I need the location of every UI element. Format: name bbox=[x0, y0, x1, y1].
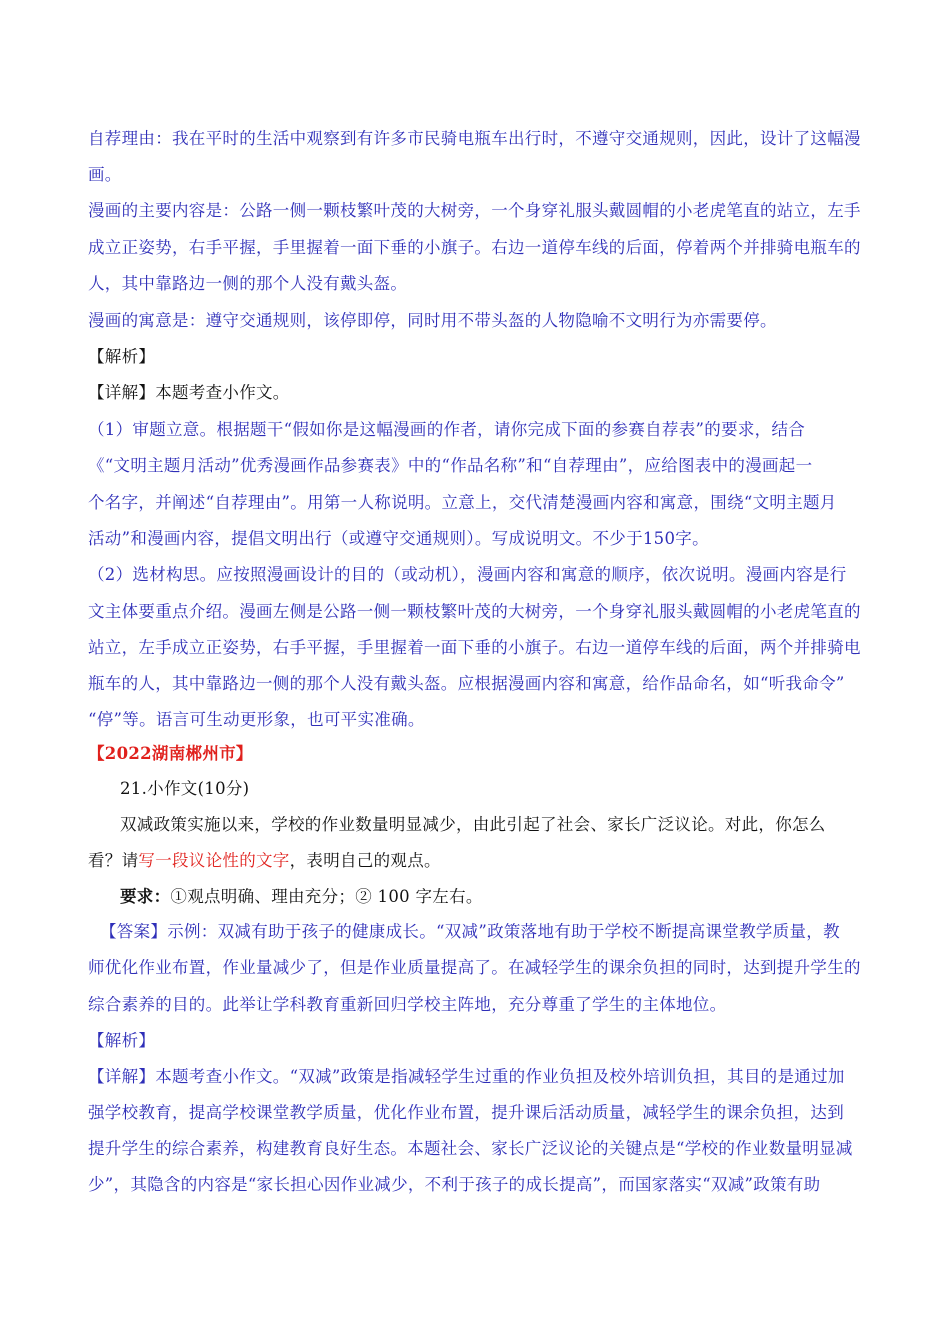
prompt-text-c: ，表明自己的观点。 bbox=[289, 851, 441, 870]
answer-line-3: 综合素养的目的。此举让学科教育重新回归学校主阵地，充分尊重了学生的主体地位。 bbox=[88, 995, 727, 1014]
analysis-label: 【解析】 bbox=[88, 347, 156, 366]
content-line-1: 漫画的主要内容是：公路一侧一颗枝繁叶茂的大树旁，一个身穿礼服头戴圆帽的小老虎笔直的站立，左手 bbox=[88, 201, 861, 220]
content-line-2: 成立正姿势，右手平握，手里握着一面下垂的小旗子。右边一道停车线的后面，停着两个并排骑电瓶车的 bbox=[88, 238, 861, 257]
requirement-line bbox=[120, 885, 910, 909]
p1-line-2: 《“文明主题月活动”优秀漫画作品参赛表》中的“作品名称”和“自荐理由”，应给图表中的漫画起一 bbox=[88, 456, 813, 475]
requirement-text: ①观点明确、理由充分；② 100 字左右。 bbox=[170, 887, 483, 906]
p2-line-2: 文主体要重点介绍。漫画左侧是公路一侧一颗枝繁叶茂的大树旁，一个身穿礼服头戴圆帽的小老虎笔直的 bbox=[88, 602, 861, 621]
prompt-text-a: 看？请 bbox=[88, 851, 139, 870]
detail-line: 【详解】本题考查小作文。 bbox=[88, 383, 290, 402]
p1-line-3: 个名字，并阐述“自荐理由”。用第一人称说明。立意上，交代清楚漫画内容和寓意，围绕“文明主题月 bbox=[88, 493, 837, 512]
p2-line-1: （2）选材构思。应按照漫画设计的目的（或动机），漫画内容和寓意的顺序，依次说明。漫画内容是行 bbox=[88, 565, 847, 584]
content-line-3: 人，其中靠路边一侧的那个人没有戴头盔。 bbox=[88, 274, 408, 293]
p1-line-1: （1）审题立意。根据题干“假如你是这幅漫画的作者，请你完成下面的参赛自荐表”的要求，结合 bbox=[88, 420, 806, 439]
detail2-line-1: 【详解】本题考查小作文。“双减”政策是指减轻学生过重的作业负担及校外培训负担，其目的是通过加 bbox=[88, 1067, 845, 1086]
answer-line-1: 【答案】示例：双减有助于孩子的健康成长。“双减”政策落地有助于学校不断提高课堂教学质量，教 bbox=[100, 922, 840, 941]
detail2-line-2: 强学校教育，提高学校课堂教学质量，优化作业布置，提升课后活动质量，减轻学生的课余负担，达到 bbox=[88, 1103, 844, 1122]
prompt-line-1: 双减政策实施以来，学校的作业数量明显减少，由此引起了社会、家长广泛议论。对此，你怎么 bbox=[120, 815, 826, 834]
prompt-line-2 bbox=[88, 849, 878, 873]
p2-line-5: “停”等。语言可生动更形象，也可平实准确。 bbox=[88, 710, 425, 729]
analysis-label-2: 【解析】 bbox=[88, 1031, 156, 1050]
p1-line-4: 活动”和漫画内容，提倡文明出行（或遵守交通规则）。写成说明文。不少于150字。 bbox=[88, 529, 709, 548]
answer-line-2: 师优化作业布置，作业量减少了，但是作业质量提高了。在减轻学生的课余负担的同时，达到提升学生的 bbox=[88, 958, 861, 977]
question-title: 21.小作文(10分) bbox=[120, 779, 250, 798]
requirement-label: 要求： bbox=[120, 887, 171, 906]
detail2-line-4: 少”，其隐含的内容是“家长担心因作业减少，不利于孩子的成长提高”，而国家落实“双减”政策有助 bbox=[88, 1175, 821, 1194]
p2-line-4: 瓶车的人，其中靠路边一侧的那个人没有戴头盔。应根据漫画内容和寓意，给作品命名，如“听我命令” bbox=[88, 674, 845, 693]
reason-line-2: 画。 bbox=[88, 165, 122, 184]
prompt-highlight: 写一段议论性的文字 bbox=[138, 851, 290, 870]
source-tag: 【2022湖南郴州市】 bbox=[88, 744, 253, 763]
meaning-line: 漫画的寓意是：遵守交通规则，该停即停，同时用不带头盔的人物隐喻不文明行为亦需要停。 bbox=[88, 311, 777, 330]
detail2-line-3: 提升学生的综合素养，构建教育良好生态。本题社会、家长广泛议论的关键点是“学校的作业数量明显减 bbox=[88, 1139, 853, 1158]
p2-line-3: 站立，左手成立正姿势，右手平握，手里握着一面下垂的小旗子。右边一道停车线的后面，两个并排骑电 bbox=[88, 638, 861, 657]
reason-line-1: 自荐理由：我在平时的生活中观察到有许多市民骑电瓶车出行时，不遵守交通规则，因此，设计了这幅漫 bbox=[88, 129, 861, 148]
